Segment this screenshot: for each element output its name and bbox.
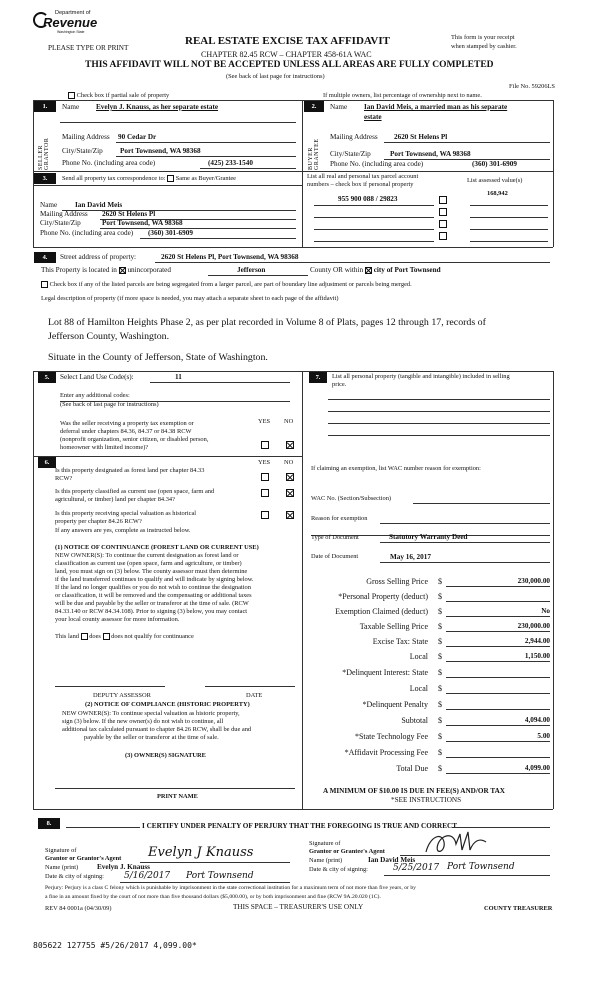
county-line	[208, 275, 308, 276]
buyer-name-label: Name	[330, 103, 348, 111]
section-5-badge: 5.	[38, 372, 56, 383]
forest-q1-line2: RCW?	[55, 475, 73, 482]
buyer-vertical-label: BUYER GRANTEE	[308, 138, 320, 170]
deputy-date-label: DATE	[246, 692, 263, 699]
personal-line-3	[328, 423, 550, 424]
forest-q3-no-checkbox[interactable]	[286, 511, 294, 519]
land-use-no-header: NO	[284, 418, 294, 425]
seller-vertical-label: SELLER GRANTOR	[38, 137, 50, 170]
buyer-name-value-1: Ian David Meis, a married man as his separate	[364, 103, 508, 111]
corr-name-value: Ian David Meis	[75, 201, 123, 209]
tax-row-line	[446, 586, 550, 587]
corr-city-value: Port Townsend, WA 98368	[102, 219, 183, 227]
perjury-line-1: Perjury: Perjury is a class C felony which is punishable by imprisonment in the state correctional institution for a maximum term of not more than five years, or by	[45, 885, 417, 891]
sections-5-7-left	[33, 371, 34, 809]
tax-row-line	[446, 773, 550, 774]
grantee-name-label: Name (print)	[309, 857, 343, 864]
tax-row-line	[446, 616, 550, 617]
correspondence-row	[62, 175, 236, 182]
tax-row-dollar: $	[438, 652, 442, 661]
tax-row-value: 230,000.00	[517, 577, 550, 585]
section-4-badge: 4.	[34, 252, 56, 263]
section-8-top	[33, 809, 553, 810]
tax-row-label: Total Due	[396, 764, 428, 773]
legal-line-1: Lot 88 of Hamilton Heights Phase 2, as per plat recorded in Volume 8 of Plats, pages 12 through 17, records of	[48, 317, 486, 328]
forest-q2-yes-checkbox[interactable]	[261, 489, 269, 497]
legal-label: Legal description of property (if more space is needed, you may attach a separate sheet to each page of the affidavit)	[41, 295, 339, 302]
section-1-badge: 1.	[34, 101, 56, 112]
grantor-city-value: Port Townsend	[186, 871, 254, 881]
buyer-name-value-2: estate	[364, 113, 382, 121]
grantor-date-value: 5/16/2017	[124, 871, 171, 881]
grantor-date-line	[120, 882, 290, 883]
forest-q4: If any answers are yes, complete as instructed below.	[55, 527, 191, 534]
partial-sale-label: Check box if partial sale of property	[76, 92, 170, 99]
segregated-label: Check box if any of the listed parcels are being segregated from a larger parcel, are part of boundary line adjustment or parcels being merged.	[49, 281, 412, 288]
corr-city-label: City/State/Zip	[40, 219, 81, 227]
see-back-note: (See back of last page for instructions)	[226, 73, 325, 80]
tax-row-dollar: $	[438, 577, 442, 586]
tax-row-label: Taxable Selling Price	[359, 622, 428, 631]
logo-word: Revenue	[43, 15, 98, 30]
tax-row-dollar: $	[438, 622, 442, 631]
middle-border	[302, 100, 303, 247]
corr-phone-label: Phone No. (including area code)	[40, 229, 134, 237]
seller-phone-line	[200, 168, 296, 169]
personal-property-label-1: List all personal property (tangible and intangible) included in selling	[332, 373, 510, 380]
buyer-city-label: City/State/Zip	[330, 150, 371, 158]
assessed-line-4	[470, 241, 548, 242]
forest-q1-yes-checkbox[interactable]	[261, 473, 269, 481]
doc-type-line	[380, 542, 550, 543]
unincorporated-checkbox[interactable]	[119, 267, 126, 274]
notice-1-title: (1) NOTICE OF CONTINUANCE (FOREST LAND OR CURRENT USE)	[55, 544, 259, 551]
land-use-yes-header: YES	[258, 418, 271, 425]
tax-row-line	[446, 693, 550, 694]
corr-name-label: Name	[40, 201, 58, 209]
notice-1-line-5: If the land no longer qualifies or you do not wish to continue the designation	[55, 584, 251, 591]
grantee-name-value: Ian David Meis	[368, 856, 416, 864]
corr-phone-value: (360) 301-6909	[148, 229, 193, 237]
grantor-name-value: Evelyn J. Knauss	[97, 863, 150, 871]
section-8-badge: 8.	[38, 818, 60, 829]
right-border	[553, 100, 554, 247]
city-of-label: city of Port Townsend	[373, 266, 441, 274]
tax-row-line	[446, 709, 550, 710]
receipt-note-2: when stamped by cashier.	[451, 43, 517, 50]
sections-5-7-divider	[302, 371, 303, 809]
exemption-yes-checkbox[interactable]	[261, 441, 269, 449]
grantee-city-value: Port Townsend	[447, 862, 515, 872]
tax-row-value: 4,099.00	[524, 764, 550, 772]
print-name-label: PRINT NAME	[157, 793, 198, 800]
does-not-label: does not qualify for continuance	[111, 633, 194, 640]
treasurer-stamp: 805622 127755 #5/26/2017 4,099.00*	[33, 941, 197, 950]
seller-phone-value: (425) 233-1540	[208, 159, 253, 167]
segregated-row	[41, 281, 412, 288]
county-treasurer-label: COUNTY TREASURER	[484, 905, 553, 912]
grantor-date-label: Date & city of signing:	[45, 873, 104, 880]
assessed-line-1	[470, 205, 548, 206]
accounts-label-2: numbers – check box if personal property	[307, 181, 414, 188]
parcel-4-personal-checkbox[interactable]	[439, 232, 447, 240]
tax-row-dollar: $	[438, 732, 442, 741]
street-line	[155, 262, 550, 263]
parcel-number: 955 900 088 / 29823	[338, 195, 398, 203]
tax-row-dollar: $	[438, 764, 442, 773]
this-land-label: This land	[55, 633, 79, 640]
seller-blank-line	[60, 122, 296, 123]
notice-2-line-4: payable by the seller or transferor at the time of sale.	[84, 734, 219, 741]
owner-signature-label: (3) OWNER(S) SIGNATURE	[125, 752, 206, 759]
buyer-mailing-line	[384, 142, 550, 143]
exemption-q-4: homeowner with limited income)?	[60, 444, 149, 451]
wac-label: WAC No. (Section/Subsection)	[311, 495, 392, 502]
please-type-label: PLEASE TYPE OR PRINT	[48, 44, 129, 52]
notice-1-line-2: classification as current use (open space, farm and agriculture, or timber)	[55, 560, 242, 567]
same-as-buyer-label: Same as Buyer/Grantee	[175, 175, 237, 182]
grantee-sig-label-1: Signature of	[309, 840, 341, 847]
tax-row-line	[446, 677, 550, 678]
buyer-mailing-label: Mailing Address	[330, 133, 378, 141]
grantor-sig-line	[140, 862, 290, 863]
parcel-line-3	[314, 229, 434, 230]
tax-row-label: Gross Selling Price	[366, 577, 428, 586]
additional-codes-label: Enter any additional codes:	[60, 392, 130, 399]
tax-row-value: 230,000.00	[517, 622, 550, 630]
seller-phone-label: Phone No. (including area code)	[62, 159, 156, 167]
grantee-date-line	[384, 875, 550, 876]
tax-row-label: Local	[409, 684, 428, 693]
tax-row-line	[446, 601, 550, 602]
tax-row-label: Subtotal	[401, 716, 428, 725]
doc-date-label: Date of Document	[311, 553, 359, 560]
legal-line-2: Jefferson County, Washington.	[48, 331, 170, 342]
correspondence-rule	[34, 185, 302, 186]
tax-row-label: *Personal Property (deduct)	[338, 592, 428, 601]
located-label: This Property is located in	[41, 266, 117, 274]
doc-type-value: Statutory Warranty Deed	[389, 533, 468, 541]
treasurer-space-label: THIS SPACE – TREASURER'S USE ONLY	[233, 903, 364, 911]
partial-sale-checkbox[interactable]	[68, 92, 75, 99]
reason-line-1	[380, 523, 550, 524]
corr-city-line	[100, 228, 296, 229]
notice-2-line-1: NEW OWNER(S): To continue special valuation as historic property,	[62, 710, 240, 717]
notice-1-line-1: NEW OWNER(S): To continue the current designation as forest land or	[55, 552, 239, 559]
seller-city-line	[116, 156, 296, 157]
parcel-1-personal-checkbox[interactable]	[439, 196, 447, 204]
doc-date-value: May 16, 2017	[390, 553, 431, 561]
grantor-sig-label-2: Grantor or Grantor's Agent	[45, 855, 122, 862]
tax-row-dollar: $	[438, 668, 442, 677]
forest-q3-yes-checkbox[interactable]	[261, 511, 269, 519]
notice-2-line-3: additional tax calculated pursuant to chapter 84.26 RCW, shall be due and	[62, 726, 252, 733]
seller-name-value: Evelyn J. Knauss, as her separate estate	[96, 103, 219, 111]
sections-5-7-right	[553, 371, 554, 809]
tax-row-dollar: $	[438, 684, 442, 693]
county-or-label: County OR within	[310, 266, 364, 274]
deputy-date-line	[205, 686, 295, 687]
street-label: Street address of property:	[60, 253, 137, 261]
same-as-buyer-checkbox[interactable]	[167, 175, 174, 182]
logo-line-1: Department of	[55, 10, 91, 16]
print-name-line	[55, 788, 295, 789]
file-number: File No. 59206LS	[509, 83, 555, 90]
tax-row-label: *Delinquent Penalty	[362, 700, 428, 709]
seller-mailing-line	[116, 142, 296, 143]
land-use-code: 11	[175, 373, 182, 381]
buyer-city-value: Port Townsend, WA 98368	[390, 150, 471, 158]
exemption-q-3: (nonprofit organization, senior citizen, or disabled person,	[60, 436, 209, 443]
tax-row-line	[446, 646, 550, 647]
parcel-line-1	[314, 205, 434, 206]
section-6-top	[33, 456, 302, 457]
certify-rule-left	[66, 827, 140, 828]
section-bottom-rule	[33, 247, 553, 248]
continuance-row	[55, 633, 194, 640]
section-7-badge: 7.	[309, 372, 327, 383]
does-qualify-checkbox[interactable]	[81, 633, 88, 640]
tax-row-label: *Delinquent Interest: State	[342, 668, 428, 677]
seller-name-label: Name	[62, 103, 80, 111]
section-top-rule	[33, 100, 553, 101]
tax-row-dollar: $	[438, 607, 442, 616]
reason-label: Reason for exemption	[311, 515, 368, 522]
forest-q2-line1: Is this property classified as current use (open space, farm and	[55, 488, 215, 495]
forest-q2-no-checkbox[interactable]	[286, 489, 294, 497]
tax-row-line	[446, 757, 550, 758]
assessed-line-2	[470, 217, 548, 218]
forest-q1-no-checkbox[interactable]	[286, 473, 294, 481]
receipt-note-1: This form is your receipt	[451, 34, 515, 41]
tax-row-dollar: $	[438, 748, 442, 757]
minimum-fee-line: A MINIMUM OF $10.00 IS DUE IN FEE(S) AND/OR TAX	[323, 787, 505, 795]
doc-type-label: Type of Document	[311, 534, 359, 541]
section-2-badge: 2.	[304, 101, 324, 112]
tax-row-dollar: $	[438, 592, 442, 601]
tax-row-dollar: $	[438, 716, 442, 725]
tax-row-value: 2,944.00	[524, 637, 550, 645]
perjury-line-2: a fine in an amount fixed by the court of not more than five thousand dollars ($5,000.00), or by both imprisonment and fine (RCW 9A.20.020 (1C).	[45, 894, 381, 900]
grantee-date-label: Date & city of signing:	[309, 866, 368, 873]
located-row	[41, 266, 171, 274]
notice-1-line-7: will be due and payable by the seller or transferor at the time of sale. (RCW	[55, 600, 249, 607]
corr-mailing-value: 2620 St Helens Pl	[102, 210, 156, 218]
grantee-sig-label-2: Grantor or Grantee's Agent	[309, 848, 385, 855]
land-use-see-back: (See back of last page for instructions)	[60, 401, 159, 408]
seller-city-value: Port Townsend, WA 98368	[120, 147, 201, 155]
county-value: Jefferson	[237, 266, 266, 274]
section-mid-rule	[33, 171, 553, 172]
buyer-phone-label: Phone No. (including area code)	[330, 160, 424, 168]
multiple-owners-note: If multiple owners, list percentage of ownership next to name.	[323, 92, 482, 99]
wac-line	[413, 503, 550, 504]
tax-row-label: Excise Tax: State	[372, 637, 428, 646]
notice-1-line-9: your local county assessor for more information.	[55, 616, 180, 623]
within-city-checkbox[interactable]	[365, 267, 372, 274]
tax-row-label: Exemption Claimed (deduct)	[335, 607, 428, 616]
correspondence-label: Send all property tax correspondence to:	[62, 175, 166, 182]
assessed-label: List assessed value(s)	[467, 177, 523, 184]
does-not-qualify-checkbox[interactable]	[103, 633, 110, 640]
grantee-sig-line	[400, 855, 550, 856]
certify-statement: I CERTIFY UNDER PENALTY OF PERJURY THAT THE FOREGOING IS TRUE AND CORRECT	[142, 822, 457, 830]
segregated-checkbox[interactable]	[41, 281, 48, 288]
corr-phone-line	[140, 238, 296, 239]
unincorporated-label: unincorporated	[127, 266, 171, 274]
tax-row-dollar: $	[438, 700, 442, 709]
accounts-label-1: List all real and personal tax parcel account	[307, 173, 419, 180]
exemption-q-1: Was the seller receiving a property tax exemption or	[60, 420, 194, 427]
tax-row-value: 1,150.00	[524, 652, 550, 660]
forest-q2-line2: agricultural, or timber) land per chapter 84.34?	[55, 496, 175, 503]
exemption-q-2: deferral under chapters 84.36, 84.37 or 84.38 RCW	[60, 428, 192, 435]
dor-logo	[33, 10, 98, 38]
legal-line-3: Situate in the County of Jefferson, State of Washington.	[48, 352, 268, 363]
personal-line-4	[328, 435, 550, 436]
notice-2-line-2: sign (3) below. If the new owner(s) do not wish to continue, all	[62, 718, 224, 725]
parcel-line-4	[314, 241, 434, 242]
buyer-phone-value: (360) 301-6909	[472, 160, 517, 168]
tax-row-value: 4,094.00	[524, 716, 550, 724]
exemption-no-checkbox[interactable]	[286, 441, 294, 449]
rev-number: REV 84 0001a (04/30/09)	[45, 905, 112, 912]
land-use-label: Select Land Use Code(s):	[60, 373, 134, 381]
grantor-signature: Evelyn J Knauss	[148, 845, 254, 860]
tax-row-label: Local	[409, 652, 428, 661]
land-use-line	[150, 382, 290, 383]
exemption-wac-prompt: If claiming an exemption, list WAC number reason for exemption:	[311, 465, 481, 472]
deputy-line	[55, 686, 165, 687]
notice-2-title: (2) NOTICE OF COMPLIANCE (HISTORIC PROPERTY)	[85, 701, 250, 708]
tax-row-line	[446, 661, 550, 662]
parcel-3-personal-checkbox[interactable]	[439, 220, 447, 228]
seller-city-label: City/State/Zip	[62, 147, 103, 155]
forest-yes-header: YES	[258, 459, 271, 466]
seller-mailing-label: Mailing Address	[62, 133, 110, 141]
street-value: 2620 St Helens Pl, Port Townsend, WA 98368	[161, 253, 299, 261]
deputy-assessor-label: DEPUTY ASSESSOR	[93, 692, 151, 699]
notice-1-line-4: if the land transferred continues to qualify and will indicate by signing below.	[55, 576, 254, 583]
forest-q1-line1: Is this property designated as forest land per chapter 84.33	[55, 467, 205, 474]
warning-line: THIS AFFIDAVIT WILL NOT BE ACCEPTED UNLESS ALL AREAS ARE FULLY COMPLETED	[85, 60, 494, 70]
grantor-sig-label-1: Signature of	[45, 847, 77, 854]
personal-line-1	[328, 399, 550, 400]
parcel-line-2	[314, 217, 434, 218]
tax-row-value: 5.00	[537, 732, 550, 740]
tax-row-label: *Affidavit Processing Fee	[344, 748, 428, 757]
forest-q3-line2: property per chapter 84.26 RCW?	[55, 518, 142, 525]
forest-no-header: NO	[284, 459, 294, 466]
personal-line-2	[328, 411, 550, 412]
section-6-badge: 6.	[38, 457, 56, 468]
chapter-line: CHAPTER 82.45 RCW – CHAPTER 458-61A WAC	[201, 50, 372, 59]
corr-name-line	[62, 210, 296, 211]
form-title: REAL ESTATE EXCISE TAX AFFIDAVIT	[185, 35, 390, 47]
doc-date-line	[380, 562, 550, 563]
tax-row-line	[446, 631, 550, 632]
tax-row-line	[446, 725, 550, 726]
tax-row-label: *State Technology Fee	[354, 732, 428, 741]
section-3-badge: 3.	[34, 173, 56, 184]
see-instructions-line: *SEE INSTRUCTIONS	[391, 796, 462, 804]
notice-1-line-3: land, you must sign on (3) below. The county assessor must then determine	[55, 568, 248, 575]
assessed-value: 168,942	[487, 190, 508, 197]
assessed-line-3	[470, 229, 548, 230]
tax-row-dollar: $	[438, 637, 442, 646]
notice-1-line-6: or classification, it will be removed and the compensating or additional taxes	[55, 592, 252, 599]
forest-q3-line1: Is this property receiving special valuation as historical	[55, 510, 197, 517]
buyer-mailing-value: 2620 St Helens Pl	[394, 133, 448, 141]
grantee-date-value: 5/25/2017	[393, 863, 440, 873]
seller-mailing-value: 90 Cedar Dr	[118, 133, 157, 141]
notice-1-line-8: 84.33.140 or RCW 84.34.108). Prior to signing (3) below, you may contact	[55, 608, 248, 615]
parcel-2-personal-checkbox[interactable]	[439, 208, 447, 216]
personal-property-label-2: price.	[332, 381, 347, 388]
does-label: does	[89, 633, 101, 640]
logo-line-3: Washington State	[57, 30, 85, 34]
within-row	[310, 266, 441, 274]
corr-mailing-line	[100, 219, 296, 220]
tax-row-line	[446, 741, 550, 742]
corr-mailing-label: Mailing Address	[40, 210, 88, 218]
partial-sale-row	[68, 92, 169, 99]
grantor-name-label: Name (print)	[45, 864, 79, 871]
sections-5-7-top	[33, 371, 553, 372]
tax-row-value: No	[541, 607, 550, 615]
